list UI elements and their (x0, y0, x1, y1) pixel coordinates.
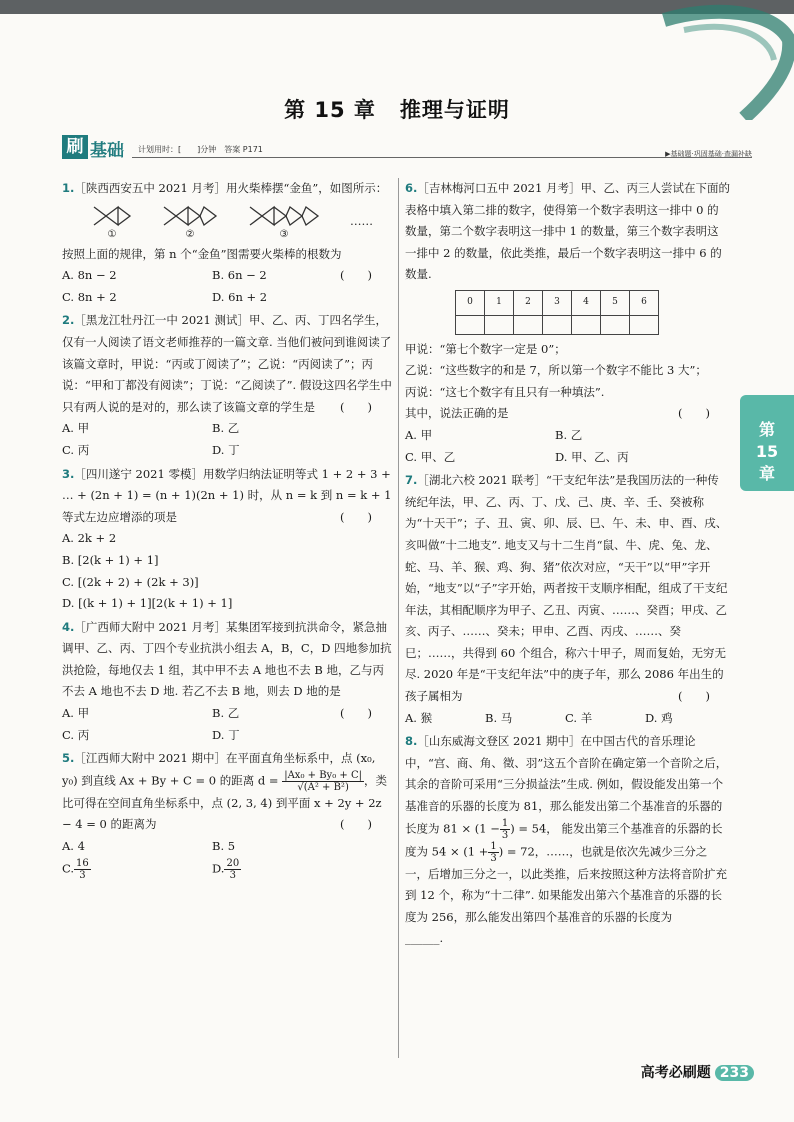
column-divider (398, 178, 399, 1058)
banner-tagline: ▶基础题·巩固基础·查漏补缺 (665, 150, 752, 158)
question-text: ［山东威海文登区 2021 期中］在中国古代的音乐理论中，“宫、商、角、徵、羽”这五个音阶在确定第一个音阶之后，其余的音阶可采用“三分损益法”生成. 例如，假设能发出第一个基准音的乐器的长度为 81，那么能发出第二个基准音的乐器的长度为 81 × (405, 734, 728, 836)
left-column (62, 178, 392, 883)
chapter-title (0, 94, 794, 124)
option-c: C. 丙 (62, 442, 90, 457)
table-cell: 5 (601, 290, 630, 315)
option-b: B. [2(k + 1) + 1] (62, 552, 159, 567)
option-a: A. 8n − 2 (62, 268, 117, 283)
question-number: 4. (62, 619, 75, 634)
option-c-label: C. (62, 861, 75, 876)
option-d: D. 丁 (212, 442, 240, 457)
number-table (455, 290, 659, 335)
table-cell: 0 (456, 290, 485, 315)
option-c: C. [(2k + 2) + (2k + 3)] (62, 574, 199, 589)
question-text: ［黑龙江牡丹江一中 2021 测试］甲、乙、丙、丁四名学生，仅有一人阅读了语文老师推荐的一篇文章. 当他们被问到谁阅读了该篇文章时，甲说：“丙或丁阅读了”；乙说：“丙阅读了”；丙说：“甲和丁都没有阅读”；丁说：“乙阅读了”. 假设这四名学生中只有两人说的是对的，那么读了该篇文章的学生是 (62, 313, 392, 414)
footer (641, 1062, 754, 1082)
option-a: A. 甲 (405, 427, 433, 442)
question-number: 8. (405, 734, 418, 749)
table-row (456, 290, 659, 315)
statement-bing: 丙说：“这七个数字有且只有一种填法”. (405, 384, 605, 399)
table-cell: 3 (543, 290, 572, 315)
options (62, 836, 392, 881)
answer-paren: ( ) (340, 509, 372, 524)
figure-1 (92, 203, 132, 240)
table-row (456, 315, 659, 334)
formula-part: ) = (498, 844, 517, 859)
answer-blank[interactable]: ______. (405, 931, 444, 946)
question-5 (62, 748, 392, 880)
question-number: 6. (405, 181, 418, 195)
answer-paren: ( ) (340, 268, 372, 283)
figure-3 (248, 203, 320, 240)
side-tab-number: 15 (755, 442, 779, 461)
option-c-fraction (74, 858, 91, 881)
question-text: ［四川遂宁 2021 零模］用数学归纳法证明等式 1 + 2 + 3 + … + (2n + 1) = (n + 1)(2n + 1) 时，从 n = k 到 n = k + 1 等式左边应增添的项是 (62, 466, 392, 524)
goldfish-figure (62, 200, 392, 244)
table-cell (572, 315, 601, 334)
option-c: C. 甲、乙 (405, 449, 456, 464)
option-d: D. 6n + 2 (212, 289, 268, 304)
options (62, 703, 340, 746)
table-cell (514, 315, 543, 334)
ellipsis: …… (350, 213, 373, 228)
chapter-label: 第 15 章 (284, 98, 376, 122)
side-tab-text: 章 (758, 464, 775, 483)
fraction-denominator: 3 (501, 829, 509, 841)
fraction-numerator: 20 (226, 857, 240, 869)
options (405, 708, 730, 730)
question-text: ［广西师大附中 2021 月考］某集团军接到抗洪命令，紧急抽调甲、乙、丙、丁四个专业抗洪小组去 A，B，C，D 四地参加抗洪抢险，每地仅去 1 组，其中甲不去 A 地也不去 B 地，乙与丙不去 A 地也不去 D 地. 若乙不去 B 地，则去 D 地的是 (62, 619, 392, 699)
question-number: 7. (405, 473, 418, 488)
question-3 (62, 464, 392, 615)
question-text: ［吉林梅河口五中 2021 月考］甲、乙、丙三人尝试在下面的表格中填入第二排的数字，使得第一个数字表明这一排中 0 的数量，第二个数字表明这一排中 1 的数量，第三个数字表明这一排中 2 的数量，依此类推，最后一个数字表明这一排中 6 的数量. (405, 181, 730, 282)
question-number: 2. (62, 313, 75, 328)
table-cell: 1 (485, 290, 514, 315)
statement-jia: 甲说：“第七个数字一定是 0”； (405, 341, 566, 356)
logo-icon: 刷 (62, 135, 88, 159)
fraction-denominator: √(A² + B²) (297, 781, 349, 793)
question-6 (405, 178, 730, 468)
figure-label: ① (107, 229, 117, 241)
option-c (62, 858, 212, 881)
fraction-one-third (500, 818, 510, 841)
chapter-side-tab (740, 395, 794, 491)
answer-paren: ( ) (340, 706, 372, 721)
chapter-name: 推理与证明 (399, 98, 510, 122)
section-banner (62, 135, 752, 161)
option-d: D. 丁 (212, 727, 240, 742)
answer-paren: ( ) (678, 406, 710, 421)
question-number: 3. (62, 466, 75, 481)
table-cell (485, 315, 514, 334)
options (62, 528, 392, 614)
option-a: A. 4 (62, 839, 85, 854)
figure-2 (162, 203, 218, 240)
options (62, 265, 340, 308)
question-text: ［陕西西安五中 2021 月考］用火柴棒摆“金鱼”，如图所示： (74, 181, 388, 195)
option-b: B. 马 (485, 710, 513, 725)
fraction-numerator: 1 (490, 840, 497, 852)
book-title: 高考必刷题 (640, 1065, 711, 1081)
option-c: C. 8n + 2 (62, 289, 117, 304)
fraction-numerator: 1 (501, 817, 509, 829)
fraction-numerator: |Ax₀ + By₀ + C| (284, 769, 362, 781)
question-8 (405, 731, 730, 950)
right-column (405, 178, 730, 952)
table-cell (601, 315, 630, 334)
question-text: ［江西师大附中 2021 期中］在平面直角坐标系中，点 (x₀, y₀) 到直线 Ax + By + C = 0 的距离 d = (62, 751, 376, 788)
figure-label: ③ (279, 229, 289, 241)
question-number: 5. (62, 751, 75, 766)
question-4 (62, 617, 392, 747)
table-cell: 2 (514, 290, 543, 315)
option-d: D. [(k + 1) + 1][2(k + 1) + 1] (62, 596, 233, 611)
option-d (212, 858, 362, 881)
formula-part: (1 + (463, 844, 489, 859)
goldfish-1-icon (92, 203, 132, 229)
question-7 (405, 470, 730, 729)
table-cell (456, 315, 485, 334)
logo-text: 基础 (90, 141, 124, 161)
question-text-2: 能发出第三个基准音的乐器的长度为 54 × (405, 821, 723, 859)
question-number: 1. (62, 181, 75, 195)
fraction-denominator: 3 (229, 869, 237, 881)
option-b: B. 乙 (555, 427, 583, 442)
option-b: B. 5 (212, 839, 236, 854)
option-c: C. 丙 (62, 727, 90, 742)
option-b: B. 乙 (212, 706, 240, 721)
question-text: ［湖北六校 2021 联考］“干支纪年法”是我国历法的一种传统纪年法，甲、乙、丙、丁、戊、己、庚、辛、壬、癸被称为“十天干”；子、丑、寅、卯、辰、巳、午、未、申、酉、戌、亥叫做“十二地支”. 地支又与十二生肖“鼠、牛、虎、兔、龙、蛇、马、羊、猴、鸡、狗、猪”依次对应，“天干”以“甲”字开始，“地支”以“子”字开始，两者按干支顺序相配，组成了干支纪年法，其相配顺序为甲子、乙丑、丙寅、……、癸酉；甲戌、乙亥、丙子、……、癸未；甲申、乙酉、丙戌、……、癸巳；……，共得到 60 个组合，称六十甲子，周而复始，无穷无尽. 2020 年是“干支纪年法”中的庚子年，那么 2086 年出生的孩子属相为 (405, 473, 728, 704)
table-cell (630, 315, 659, 334)
question-ask: 其中，说法正确的是 (405, 406, 509, 421)
table-cell: 6 (630, 290, 659, 315)
formula-part: ) = 54， (510, 821, 558, 836)
question-2 (62, 310, 392, 461)
statement-yi: 乙说：“这些数字的和是 7，所以第一个数字不能比 3 大”； (405, 363, 707, 378)
option-a: A. 甲 (62, 706, 90, 721)
options (62, 418, 392, 461)
banner-line (132, 157, 752, 158)
fraction-denominator: 3 (79, 869, 86, 881)
side-tab-text: 第 (758, 420, 775, 439)
plan-time: 计划用时：[ ]分钟 答案 P171 (138, 145, 263, 154)
answer-paren: ( ) (340, 817, 372, 832)
fraction-denominator: 3 (490, 852, 497, 864)
option-c: C. 羊 (565, 710, 593, 725)
option-d: D. 鸡 (645, 710, 673, 725)
question-text-3: 72，……，也就是依次先减少三分之一，后增加三分之一，以此类推，后来按照这种方法将音阶扩充到 12 个，称为“十二律”. 如果能发出第六个基准音的乐器的长度为 256，那么能发出第四个基准音的乐器的长度为 (405, 844, 727, 924)
answer-paren: ( ) (678, 689, 710, 704)
option-a: A. 猴 (405, 710, 433, 725)
options (405, 425, 730, 468)
fraction-numerator: 16 (76, 857, 89, 869)
table-cell (543, 315, 572, 334)
question-1 (62, 178, 392, 308)
option-b: B. 乙 (212, 421, 240, 436)
goldfish-3-icon (248, 203, 320, 229)
answer-paren: ( ) (340, 399, 372, 414)
table-cell: 4 (572, 290, 601, 315)
page-number: 233 (715, 1065, 754, 1081)
option-d: D. 甲、乙、丙 (555, 449, 629, 464)
question-text-2: 按照上面的规律，第 n 个“金鱼”图需要火柴棒的根数为 (62, 246, 342, 261)
option-d-label: D. (212, 861, 225, 876)
option-a: A. 甲 (62, 421, 90, 436)
option-a: A. 2k + 2 (62, 531, 117, 546)
option-b: B. 6n − 2 (212, 268, 267, 283)
option-d-fraction (224, 858, 241, 881)
goldfish-2-icon (162, 203, 218, 229)
distance-fraction (282, 770, 364, 793)
question-text-2: ，类比可得在空间直角坐标系中，点 (2, 3, 4) 到平面 x + 2y + 2z − 4 = 0 的距离为 (62, 773, 387, 832)
formula-part: (1 − (474, 821, 500, 836)
figure-label: ② (185, 229, 195, 241)
fraction-one-third (488, 841, 498, 864)
